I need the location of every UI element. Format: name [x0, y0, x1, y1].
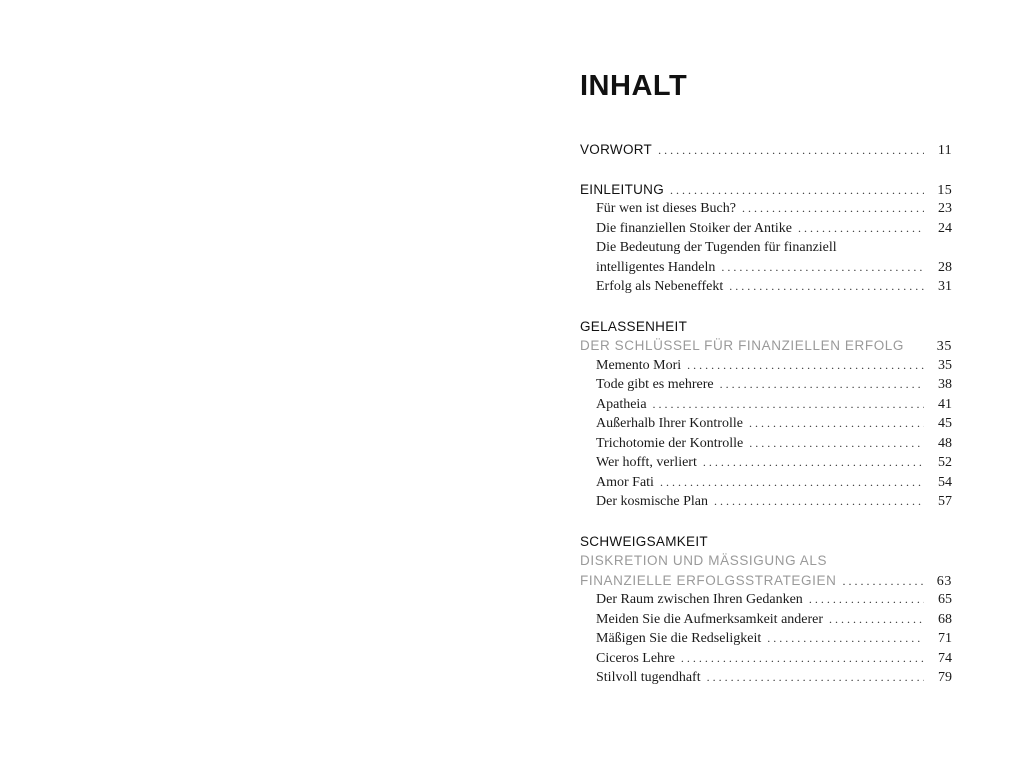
page-number: 52 [938, 455, 952, 470]
dot-leader [658, 141, 924, 161]
section-vorwort [580, 140, 952, 160]
section-subheading-row [580, 551, 952, 571]
page-number: 28 [938, 259, 952, 275]
section-heading: GELASSENHEIT [580, 318, 688, 334]
toc-entry[interactable] [580, 180, 952, 200]
section-subheading: DISKRETION UND MÄSSIGUNG ALS [580, 553, 828, 568]
toc-entry[interactable] [580, 629, 952, 649]
toc-entry[interactable] [580, 277, 952, 297]
page-number: 23 [938, 201, 952, 216]
dot-leader [660, 473, 924, 493]
toc-entry[interactable] [580, 336, 952, 356]
entry-label: Die Bedeutung der Tugenden für finanziell [596, 240, 837, 255]
dot-leader [670, 181, 924, 201]
toc-entry[interactable] [580, 395, 952, 415]
dot-leader [749, 414, 924, 434]
page-number: 63 [936, 573, 952, 589]
entry-label: Der kosmische Plan [596, 494, 708, 509]
entry-label: Stilvoll tugendhaft [596, 670, 701, 685]
entry-label: Ciceros Lehre [596, 650, 675, 666]
dot-leader [829, 610, 924, 630]
page-number: 45 [938, 416, 952, 431]
toc-entry[interactable] [580, 140, 952, 160]
dot-leader [729, 277, 924, 297]
section-einleitung [580, 180, 952, 297]
page-number: 35 [936, 339, 952, 354]
section-gelassenheit [580, 317, 952, 512]
entry-label: Für wen ist dieses Buch? [596, 201, 736, 216]
toc-entry-line-2[interactable] [580, 258, 952, 278]
entry-label: Erfolg als Nebeneffekt [596, 279, 724, 294]
section-heading-row [580, 532, 952, 552]
entry-label: Der Raum zwischen Ihren Gedanken [596, 592, 803, 607]
entry-label: Trichotomie der Kontrolle [596, 435, 744, 451]
toc-entry[interactable] [580, 668, 952, 688]
page-number: 35 [938, 357, 952, 373]
page-number: 38 [938, 377, 952, 392]
page-number: 68 [938, 611, 952, 627]
entry-label: Amor Fati [596, 474, 654, 490]
toc-entry[interactable] [580, 610, 952, 630]
dot-leader [809, 590, 924, 610]
section-subheading: FINANZIELLE ERFOLGSSTRATEGIEN [580, 572, 837, 588]
toc-entry[interactable] [580, 219, 952, 239]
entry-label: Tode gibt es mehrere [596, 377, 714, 392]
toc-entry[interactable] [580, 434, 952, 454]
page-number: 57 [938, 494, 952, 509]
dot-leader [767, 629, 924, 649]
section-subheading: DER SCHLÜSSEL FÜR FINANZIELLEN ERFOLG [580, 338, 905, 353]
toc-entry[interactable] [580, 649, 952, 669]
dot-leader [742, 199, 924, 219]
section-heading: VORWORT [580, 142, 653, 157]
dot-leader [681, 649, 924, 669]
dot-leader [703, 453, 924, 473]
toc-entry[interactable] [580, 199, 952, 219]
toc-entry[interactable] [580, 375, 952, 395]
dot-leader [687, 356, 924, 376]
toc-title: INHALT [580, 70, 688, 102]
page-number: 74 [938, 650, 952, 666]
table-of-contents [580, 64, 952, 708]
page-number: 48 [938, 435, 952, 451]
page-number: 24 [938, 220, 952, 236]
entry-label: Meiden Sie die Aufmerksamkeit anderer [596, 611, 824, 627]
entry-label: Memento Mori [596, 357, 682, 373]
toc-entry-line-1[interactable] [580, 238, 952, 258]
page-number: 71 [938, 631, 952, 646]
toc-entry[interactable] [580, 453, 952, 473]
entry-label: Wer hofft, verliert [596, 455, 697, 470]
toc-entry[interactable] [580, 473, 952, 493]
page-number: 79 [938, 670, 952, 685]
section-heading-row [580, 317, 952, 337]
dot-leader [842, 572, 924, 592]
entry-label: Die finanziellen Stoiker der Antike [596, 220, 792, 236]
toc-entry[interactable] [580, 571, 952, 591]
section-heading: EINLEITUNG [580, 181, 665, 197]
toc-entry[interactable] [580, 492, 952, 512]
page-number: 65 [938, 592, 952, 607]
toc-entry[interactable] [580, 356, 952, 376]
toc-entry[interactable] [580, 590, 952, 610]
dot-leader [798, 219, 924, 239]
dot-leader [721, 258, 924, 278]
entry-label: intelligentes Handeln [596, 259, 716, 275]
entry-label: Außerhalb Ihrer Kontrolle [596, 416, 743, 431]
dot-leader [707, 668, 924, 688]
entry-label: Mäßigen Sie die Redseligkeit [596, 631, 762, 646]
entry-label: Apatheia [596, 396, 647, 412]
dot-leader [653, 395, 924, 415]
page-number: 15 [937, 182, 952, 198]
page-number: 41 [938, 396, 952, 412]
dot-leader [714, 492, 924, 512]
section-heading: SCHWEIGSAMKEIT [580, 533, 708, 549]
section-schweigsamkeit [580, 532, 952, 688]
toc-entry[interactable] [580, 414, 952, 434]
page-number: 54 [938, 474, 952, 490]
page-number: 11 [937, 143, 952, 158]
dot-leader [720, 375, 924, 395]
dot-leader [749, 434, 924, 454]
page-number: 31 [938, 279, 952, 294]
